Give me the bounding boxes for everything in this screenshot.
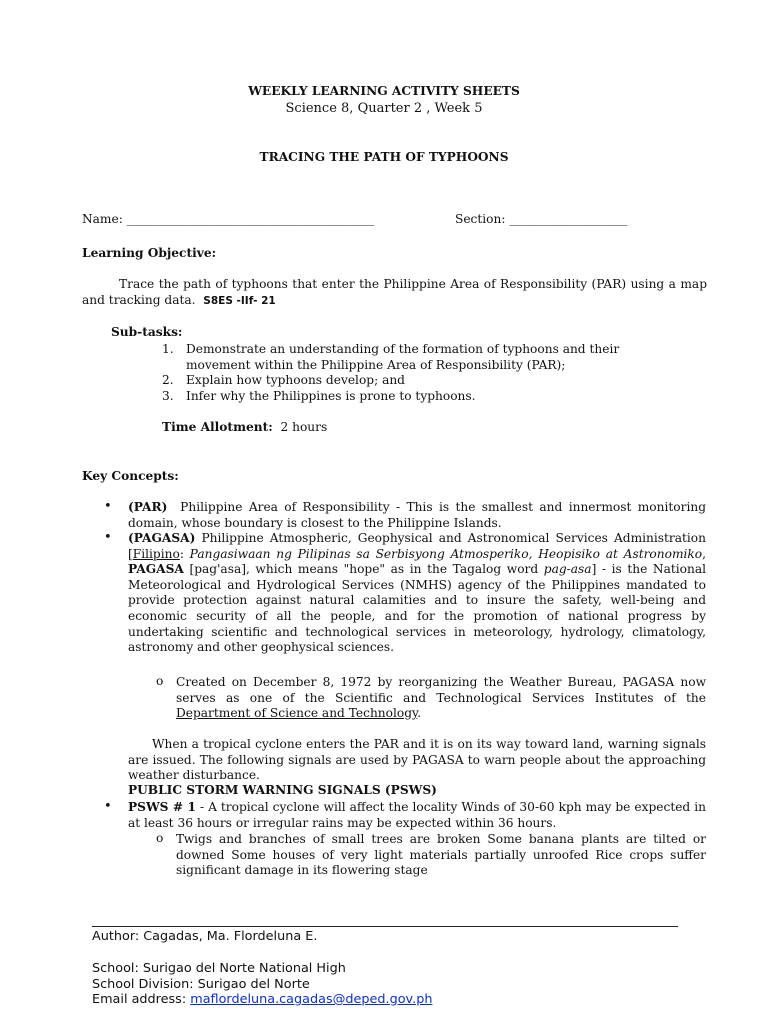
created-paragraph: Created on December 8, 1972 by reorganizing the Weather Bureau, PAGASA now serves as one of the Scientific and Technological Services Institutes of the Department of Science and Technology.: [176, 675, 706, 721]
subtasks-heading: Sub-tasks:: [111, 325, 183, 339]
section-field[interactable]: [455, 212, 627, 228]
name-field[interactable]: [82, 212, 374, 228]
section-label: Section:: [455, 212, 506, 226]
competency-code: S8ES -IIf- 21: [203, 294, 276, 307]
list-item-continuation: movement within the Philippine Area of Responsibility (PAR);: [186, 357, 566, 372]
circle-bullet-icon: o: [156, 674, 164, 688]
warning-paragraph: When a tropical cyclone enters the PAR and it is on its way toward land, warning signals are issued. The following signals are used by PAGASA to warn people about the approaching weather disturbance.: [128, 737, 706, 783]
pagasa-bold: PAGASA: [128, 562, 184, 577]
lesson-topic: TRACING THE PATH OF TYPHOONS: [259, 150, 509, 164]
pagasa-term: (PAGASA): [128, 531, 196, 545]
par-definition: Philippine Area of Responsibility - This is the smallest and innermost monitoring domain, whose boundary is closest to the Philippine Islands.: [128, 500, 707, 530]
objective-paragraph: [82, 277, 707, 309]
list-item: 2. Explain how typhoons develop; and: [162, 373, 405, 388]
psws1-effects: Twigs and branches of small trees are broken Some banana plants are tilted or downed Some houses of very light materials partially unroofed Rice crops suffer significant damage in its flowering stage: [176, 832, 706, 878]
list-item: 1. Demonstrate an understanding of the formation of typhoons and their: [162, 342, 620, 356]
subtasks-list: [162, 342, 619, 404]
time-allotment: [162, 420, 327, 436]
document-subtitle: Science 8, Quarter 2 , Week 5: [285, 101, 483, 116]
dost-link[interactable]: Department of Science and Technology: [176, 706, 418, 721]
filipino-link[interactable]: Filipino: [132, 546, 180, 561]
footer-divider: [92, 926, 678, 927]
email-line: [92, 992, 432, 1008]
psws1-term: PSWS # 1: [128, 800, 196, 814]
list-item: 3. Infer why the Philippines is prone to typhoons.: [162, 388, 476, 403]
bullet-icon: •: [104, 530, 112, 545]
psws-heading: PUBLIC STORM WARNING SIGNALS (PSWS): [128, 783, 437, 797]
bullet-icon: •: [104, 799, 112, 814]
filipino-name: Pangasiwaan ng Pilipinas sa Serbisyong Atmosperiko, Heopisiko at Astronomiko: [189, 546, 703, 561]
par-term: (PAR): [128, 500, 168, 514]
time-label: Time Allotment:: [162, 420, 273, 434]
bullet-icon: •: [104, 499, 112, 514]
email-label: Email address:: [92, 992, 191, 1007]
author-line: Author: Cagadas, Ma. Flordeluna E.: [92, 929, 318, 944]
key-concepts-heading: Key Concepts:: [82, 469, 179, 483]
par-paragraph: [128, 500, 706, 531]
objective-text: Trace the path of typhoons that enter the Philippine Area of Responsibility (PAR) using a map and tracking data.: [82, 277, 707, 307]
time-value: 2 hours: [280, 420, 328, 434]
school-line: School: Surigao del Norte National High: [92, 961, 346, 976]
pagasa-paragraph: (PAGASA) Philippine Atmospheric, Geophysical and Astronomical Services Administration [Filipino: Pangasiwaan ng Pilipinas sa Serbisyong Atmosperiko, Heopisiko at Astronomiko, PAGASA [pag'asa], which means "hope" as in the Tagalog word pag-asa] - is the National Meteorological and Hydrological Services (NMHS) agency of the Philippines mandated to provide protection against natural calamities and to insure the safety, well-being and economic security of all the people, and for the promotion of national progress by undertaking scientific and technological services in meteorology, hydrology, climatology, astronomy and other geophysical sciences.: [128, 531, 706, 655]
psws1-paragraph: PSWS # 1 - A tropical cyclone will affect the locality Winds of 30-60 kph may be expected in at least 36 hours or irregular rains may be expected within 36 hours.: [128, 800, 706, 830]
email-link[interactable]: maflordeluna.cagadas@deped.gov.ph: [190, 992, 433, 1007]
division-line: School Division: Surigao del Norte: [92, 977, 310, 992]
name-line: __________________________________________: [126, 212, 375, 226]
name-label: Name:: [82, 212, 123, 226]
section-line: ____________________: [509, 212, 628, 226]
tagalog-word: pag-asa: [543, 562, 592, 577]
document-title: WEEKLY LEARNING ACTIVITY SHEETS: [248, 84, 520, 98]
circle-bullet-icon: o: [156, 831, 164, 845]
objective-heading: Learning Objective:: [82, 246, 217, 260]
